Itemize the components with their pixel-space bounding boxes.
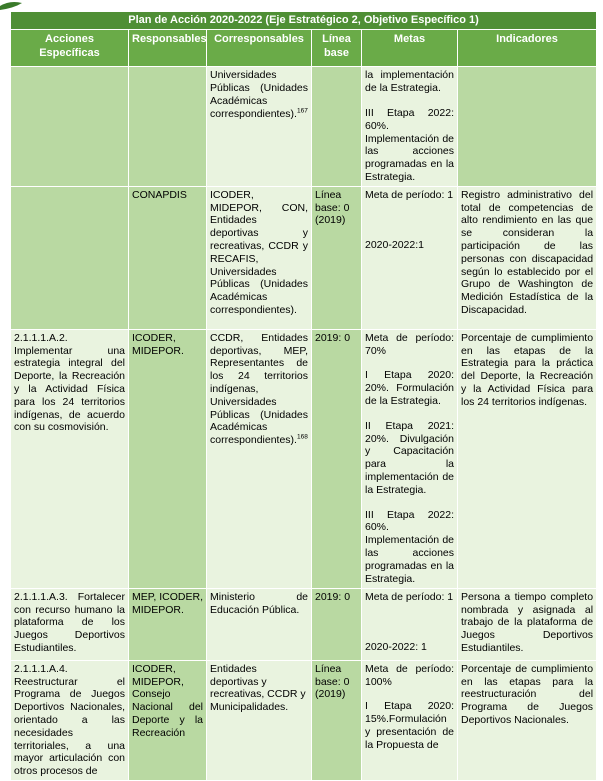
cell-responsables: CONAPDIS [129, 186, 207, 329]
cell-responsables: ICODER, MIDEPOR. [129, 329, 207, 588]
meta-line: Meta de período: 1 [365, 590, 454, 603]
header-acciones: Acciones Específicas [11, 30, 129, 67]
cell-indicadores: Persona a tiempo completo nombrada y asignada al trabajo de la plataforma de Juegos Deportivos Estudiantiles. [458, 588, 597, 660]
cell-linea-base [312, 67, 362, 186]
table-row [11, 67, 597, 186]
cell-linea-base: 2019: 0 [312, 588, 362, 660]
cell-metas [362, 67, 458, 186]
cell-indicadores: Porcentaje de cumplimiento en las etapas para la reestructuración del Programa de Juegos Deportivos Nacionales. [458, 660, 597, 780]
cell-corresponsables: ICODER, MIDEPOR, CON, Entidades deportivas y recreativas, CCDR y RECAFIS, Universidades Públicas (Unidades Académicas correspondientes). [207, 186, 312, 329]
meta-line: la implementación de la Estrategia. [365, 69, 454, 95]
meta-line: 2020-2022:1 [365, 238, 424, 251]
header-indicadores: Indicadores [458, 30, 597, 67]
cell-indicadores [458, 67, 597, 186]
meta-line: I Etapa 2020: 15%.Formulación y presentación de la Propuesta de [365, 700, 454, 751]
meta-line: 2020-2022: 1 [365, 640, 427, 653]
cell-indicadores: Registro administrativo del total de competencias de alto rendimiento en las que se consideran la participación de las personas con discapacidad según lo establecido por el Grupo de Washington de Medición Estadística de la Discapacidad. [458, 186, 597, 329]
cell-responsables: ICODER, MIDEPOR, Consejo Nacional del Deporte y la Recreación [129, 660, 207, 780]
cell-linea-base: Línea base: 0 (2019) [312, 660, 362, 780]
meta-line: III Etapa 2022: 60%. Implementación de las acciones programadas en la Estrategia. [365, 107, 454, 183]
corresponsables-text: Universidades Públicas (Unidades Académicas correspondientes). [210, 69, 308, 120]
cell-metas [362, 186, 458, 329]
action-plan-table-container [10, 11, 596, 781]
header-linea-base: Línea base [312, 30, 362, 67]
table-row [11, 588, 597, 660]
table-title: Plan de Acción 2020-2022 (Eje Estratégico 2, Objetivo Específico 1) [11, 12, 597, 30]
cell-responsables [129, 67, 207, 186]
cell-metas [362, 588, 458, 660]
cell-metas [362, 660, 458, 780]
cell-linea-base: 2019: 0 [312, 329, 362, 588]
cell-accion [11, 67, 129, 186]
table-row [11, 329, 597, 588]
footnote-ref: 167 [296, 107, 308, 115]
footnote-ref: 168 [296, 433, 308, 441]
cell-accion [11, 186, 129, 329]
cell-corresponsables: Entidades deportivas y recreativas, CCDR y Municipalidades. [207, 660, 312, 780]
cell-metas [362, 329, 458, 588]
cell-corresponsables [207, 67, 312, 186]
header-responsables: Responsables [129, 30, 207, 67]
table-row [11, 660, 597, 780]
corresponsables-text: CCDR, Entidades deportivas, MEP, Representantes de los 24 territorios indígenas, Universidades Públicas (Unidades Académicas correspondientes). [210, 331, 308, 447]
meta-line: Meta de período: 1 [365, 188, 454, 201]
header-corresponsables: Corresponsables [207, 30, 312, 67]
logo-fragment [0, 0, 40, 10]
meta-line: I Etapa 2020: 20%. Formulación de la Estrategia. [365, 369, 454, 407]
cell-corresponsables [207, 329, 312, 588]
meta-line: III Etapa 2022: 60%. Implementación de las acciones programadas en la Estrategia. [365, 508, 454, 585]
table-row [11, 186, 597, 329]
cell-corresponsables: Ministerio de Educación Pública. [207, 588, 312, 660]
action-plan-table [10, 11, 597, 781]
cell-accion: 2.1.1.1.A.4. Reestructurar el Programa de Juegos Deportivos Nacionales, orientado a las necesidades territoriales, a una mayor articulación con otros procesos de [11, 660, 129, 780]
cell-linea-base: Línea base: 0 (2019) [312, 186, 362, 329]
cell-responsables: MEP, ICODER, MIDEPOR. [129, 588, 207, 660]
cell-indicadores: Porcentaje de cumplimiento en las etapas de la Estrategia para la práctica del Deporte, la Recreación y la Actividad Física para los 24 territorios indígenas. [458, 329, 597, 588]
cell-accion: 2.1.1.1.A.3. Fortalecer con recurso humano la plataforma de los Juegos Deportivos Estudiantiles. [11, 588, 129, 660]
meta-line: Meta de período: 100% [365, 662, 454, 688]
meta-line: Meta de período: 70% [365, 331, 454, 357]
header-metas: Metas [362, 30, 458, 67]
meta-line: II Etapa 2021: 20%. Divulgación y Capacitación para la implementación de la Estrategia. [365, 419, 454, 496]
cell-accion: 2.1.1.1.A.2. Implementar una estrategia integral del Deporte, la Recreación y la Actividad Física para los 24 territorios indígenas, de acuerdo con su cosmovisión. [11, 329, 129, 588]
